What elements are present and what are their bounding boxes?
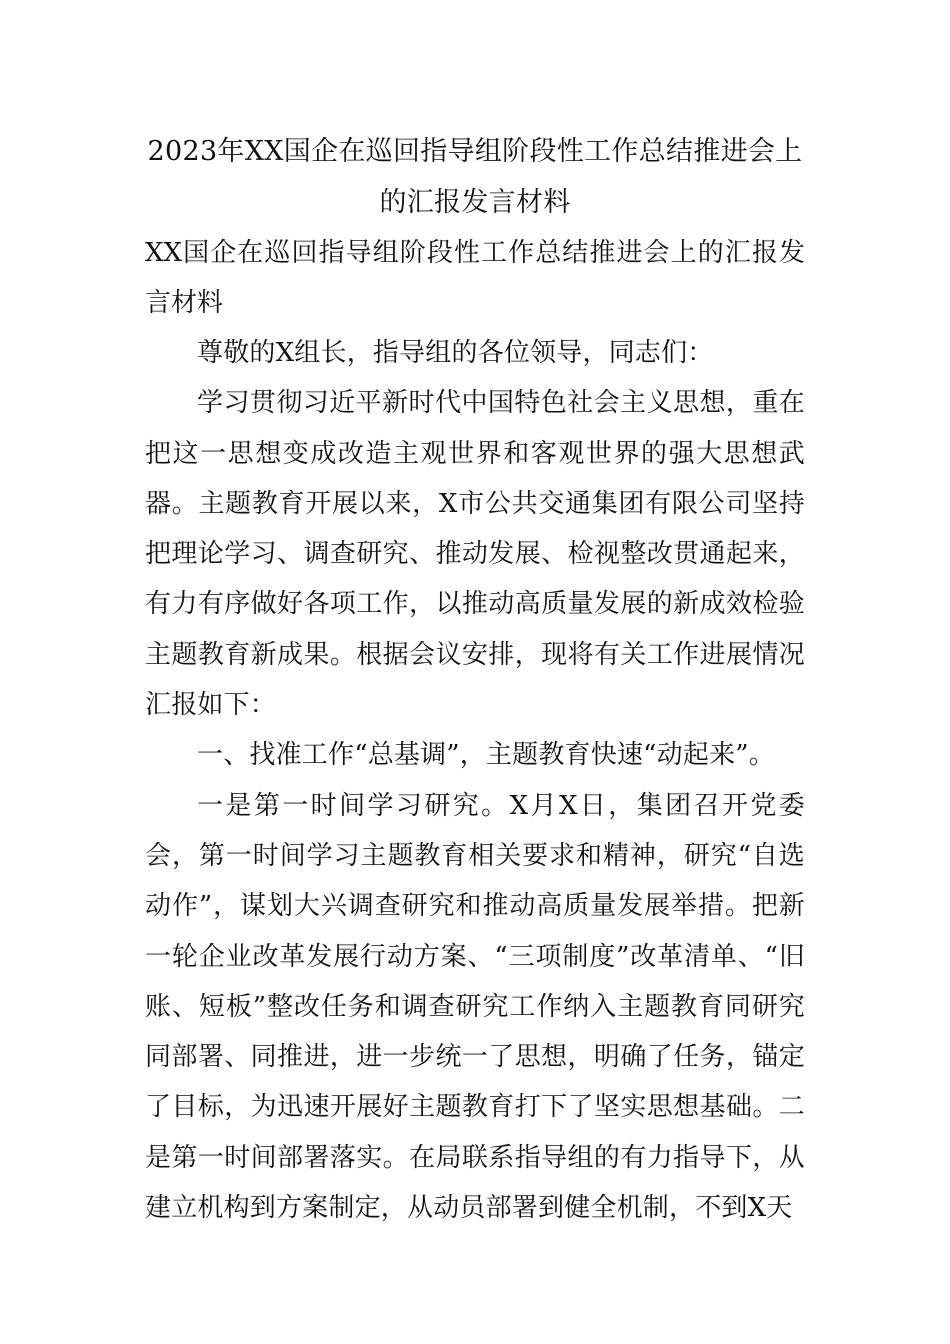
document-subtitle: XX国企在巡回指导组阶段性工作总结推进会上的汇报发言材料 bbox=[145, 238, 805, 318]
document-title: 2023年XX国企在巡回指导组阶段性工作总结推进会上的汇报发言材料 bbox=[147, 136, 803, 218]
document-body bbox=[145, 126, 805, 1233]
body-paragraph: 一是第一时间学习研究。X月X日，集团召开党委会，第一时间学习主题教育相关要求和精神，研究“自选动作”，谋划大兴调查研究和推动高质量发展举措。把新一轮企业改革发展行动方案、“三项制度”改革清单、“旧账、短板”整改任务和调查研究工作纳入主题教育同研究同部署、同推进，进一步统一了思想，明确了任务，锚定了目标，为迅速开展好主题教育打下了坚实思想基础。二是第一时间部署落实。在局联系指导组的有力指导下，从建立机构到方案制定，从动员部署到健全机制，不到X天 bbox=[145, 790, 805, 1224]
section-heading-1: 一、找准工作“总基调”，主题教育快速“动起来”。 bbox=[197, 740, 775, 771]
salutation-paragraph: 尊敬的X组长，指导组的各位领导，同志们： bbox=[197, 338, 714, 368]
intro-paragraph: 学习贯彻习近平新时代中国特色社会主义思想，重在把这一思想变成改造主观世界和客观世界的强大思想武器。主题教育开展以来，X市公共交通集团有限公司坚持把理论学习、调查研究、推动发展、检视整改贯通起来，有力有序做好各项工作，以推动高质量发展的新成效检验主题教育新成果。根据会议安排，现将有关工作进展情况汇报如下： bbox=[145, 388, 805, 721]
